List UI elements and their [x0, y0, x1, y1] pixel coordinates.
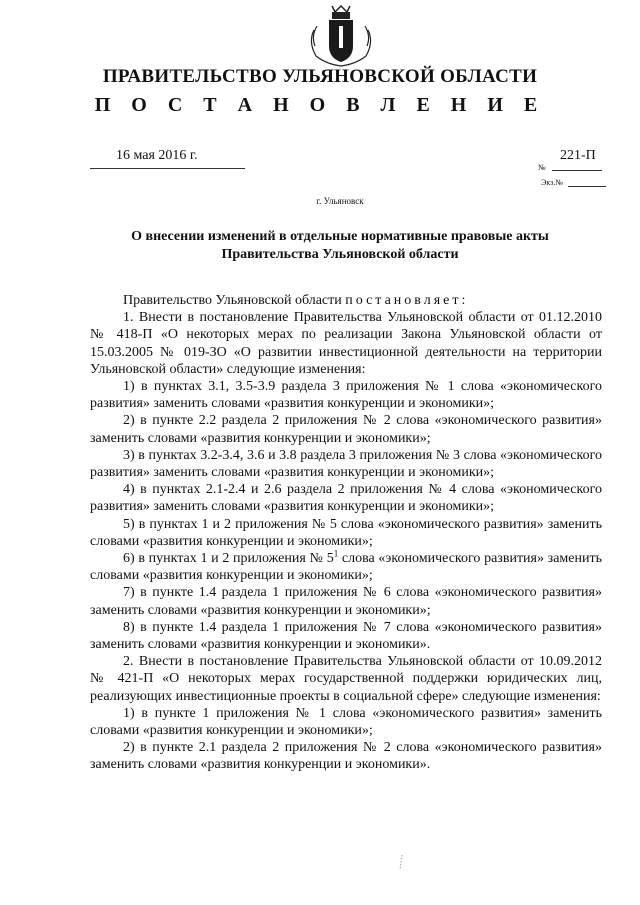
government-title: ПРАВИТЕЛЬСТВО УЛЬЯНОВСКОЙ ОБЛАСТИ	[102, 66, 538, 87]
paragraph-1-item-4: 4) в пунктах 2.1-2.4 и 2.6 раздела 2 приложения № 4 слова «экономического развития» заменить словами «развития конкуренции и экономики»;	[90, 482, 602, 515]
paragraph-1-item-8: 8) в пункте 1.4 раздела 1 приложения № 7 слова «экономического развития» заменить словами «развития конкуренции и экономики».	[90, 619, 602, 653]
intro-text: Правительство Ульяновской области	[123, 293, 346, 308]
paragraph-1-item-7: 7) в пункте 1.4 раздела 1 приложения № 6 слова «экономического развития» заменить словами «развития конкуренции и экономики»;	[90, 585, 602, 618]
heading-line-2: Правительства Ульяновской области	[221, 247, 459, 262]
paragraph-2-item-1: 1) в пункте 1 приложения № 1 слова «экономического развития» заменить словами «развития конкуренции и экономики»;	[90, 705, 602, 739]
intro-resolves: постановляет:	[345, 293, 469, 308]
paragraph-1-item-3: 3) в пунктах 3.2-3.4, 3.6 и 3.8 раздела 3 приложения № 3 слова «экономического развития» заменить словами «развития конкуренции и экономики»;	[90, 447, 602, 481]
copy-number-label: Экз.№	[541, 178, 563, 187]
paragraph-2: 2. Внести в постановление Правительства Ульяновской области от 10.09.2012 № 421-П «О некоторых мерах государственной поддержки юридических лиц, реализующих инвестиционные проекты в социальной сфере» следующие изменения:	[90, 654, 602, 704]
copy-number-underline	[568, 186, 606, 187]
heading-line-1: О внесении изменений в отдельные нормативные правовые акты	[131, 229, 549, 244]
number-underline	[552, 170, 602, 171]
paragraph-1-item-2: 2) в пункте 2.2 раздела 2 приложения № 2 слова «экономического развития» заменить словами «развития конкуренции и экономики»;	[90, 413, 602, 446]
document-type: П О С Т А Н О В Л Е Н И Е	[94, 94, 546, 116]
document-heading	[0, 228, 640, 264]
coat-of-arms-icon	[302, 2, 380, 68]
date-underline	[90, 168, 245, 169]
city: г. Ульяновск	[316, 196, 364, 206]
item-6-superscript: 1	[333, 548, 339, 559]
document-body	[90, 292, 602, 774]
item-6-text-b: слова «экономического развития» заменить словами «развития конкуренции и экономики»;	[90, 551, 602, 584]
scan-mark	[398, 854, 404, 870]
paragraph-1-item-5: 5) в пунктах 1 и 2 приложения № 5 слова «экономического развития» заменить словами «развития конкуренции и экономики»;	[90, 516, 602, 549]
document-number: 221-П	[560, 148, 596, 163]
item-6-text-a: 6) в пунктах 1 и 2 приложения № 5	[123, 551, 334, 567]
paragraph-1-item-6	[90, 550, 602, 584]
intro-paragraph	[90, 292, 602, 309]
paragraph-2-item-2: 2) в пункте 2.1 раздела 2 приложения № 2 слова «экономического развития» заменить словами «развития конкуренции и экономики».	[90, 740, 602, 773]
paragraph-1-item-1: 1) в пунктах 3.1, 3.5-3.9 раздела 3 приложения № 1 слова «экономического развития» заменить словами «развития конкуренции и экономики»;	[90, 379, 602, 412]
document-date: 16 мая 2016 г.	[116, 148, 198, 163]
paragraph-1: 1. Внести в постановление Правительства Ульяновской области от 01.12.2010 № 418-П «О некоторых мерах по реализации Закона Ульяновской области от 15.03.2005 № 019-ЗО «О развитии инвестиционной деятельности на территории Ульяновской области» следующие изменения:	[90, 310, 602, 377]
number-label: №	[538, 163, 546, 172]
